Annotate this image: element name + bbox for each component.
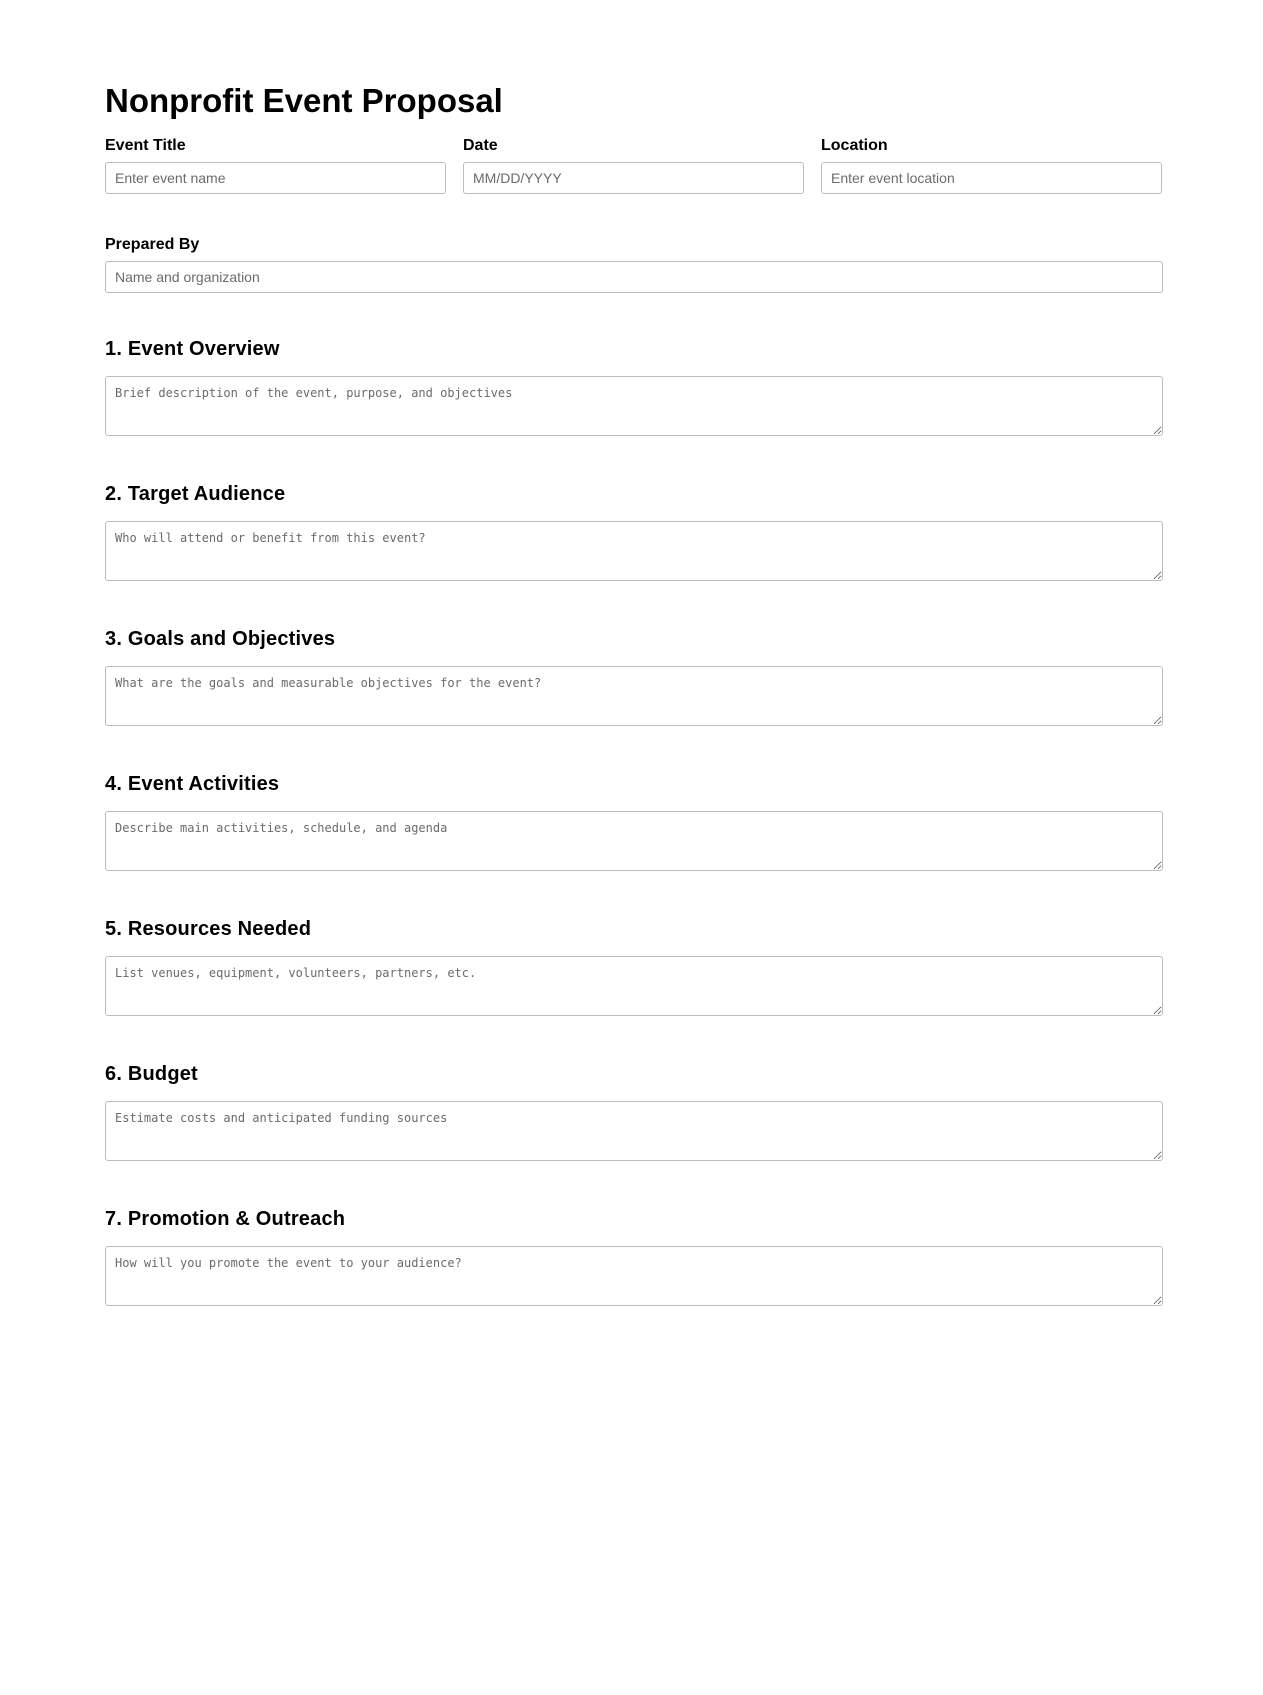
- section-heading: 1. Event Overview: [105, 338, 280, 360]
- event-title-field: [105, 136, 446, 194]
- budget-textarea[interactable]: [105, 1101, 1163, 1161]
- resources-needed-textarea[interactable]: [105, 956, 1163, 1016]
- event-activities-textarea[interactable]: [105, 811, 1163, 871]
- section-event-activities: [105, 772, 1163, 871]
- target-audience-textarea[interactable]: [105, 521, 1163, 581]
- prepared-by-field: [105, 235, 1163, 293]
- date-input[interactable]: [463, 162, 804, 194]
- section-budget: [105, 1062, 1163, 1161]
- section-heading: 6. Budget: [105, 1063, 198, 1085]
- header-fields-row: [105, 136, 1163, 194]
- date-label: Date: [463, 137, 498, 154]
- event-overview-textarea[interactable]: [105, 376, 1163, 436]
- prepared-by-input[interactable]: [105, 261, 1163, 293]
- event-title-label: Event Title: [105, 137, 186, 154]
- page-title: Nonprofit Event Proposal: [105, 82, 503, 119]
- section-goals-objectives: [105, 627, 1163, 726]
- section-heading: 4. Event Activities: [105, 773, 280, 795]
- section-promotion-outreach: [105, 1207, 1163, 1306]
- event-title-input[interactable]: [105, 162, 446, 194]
- goals-objectives-textarea[interactable]: [105, 666, 1163, 726]
- section-heading: 7. Promotion & Outreach: [105, 1208, 346, 1230]
- section-heading: 3. Goals and Objectives: [105, 628, 336, 650]
- location-label: Location: [821, 137, 888, 154]
- section-target-audience: [105, 482, 1163, 581]
- section-heading: 2. Target Audience: [105, 483, 286, 505]
- section-event-overview: [105, 337, 1163, 436]
- section-resources-needed: [105, 917, 1163, 1016]
- section-heading: 5. Resources Needed: [105, 918, 312, 940]
- location-input[interactable]: [821, 162, 1162, 194]
- prepared-by-label: Prepared By: [105, 236, 200, 253]
- promotion-outreach-textarea[interactable]: [105, 1246, 1163, 1306]
- date-field: [463, 136, 804, 194]
- location-field: [821, 136, 1162, 194]
